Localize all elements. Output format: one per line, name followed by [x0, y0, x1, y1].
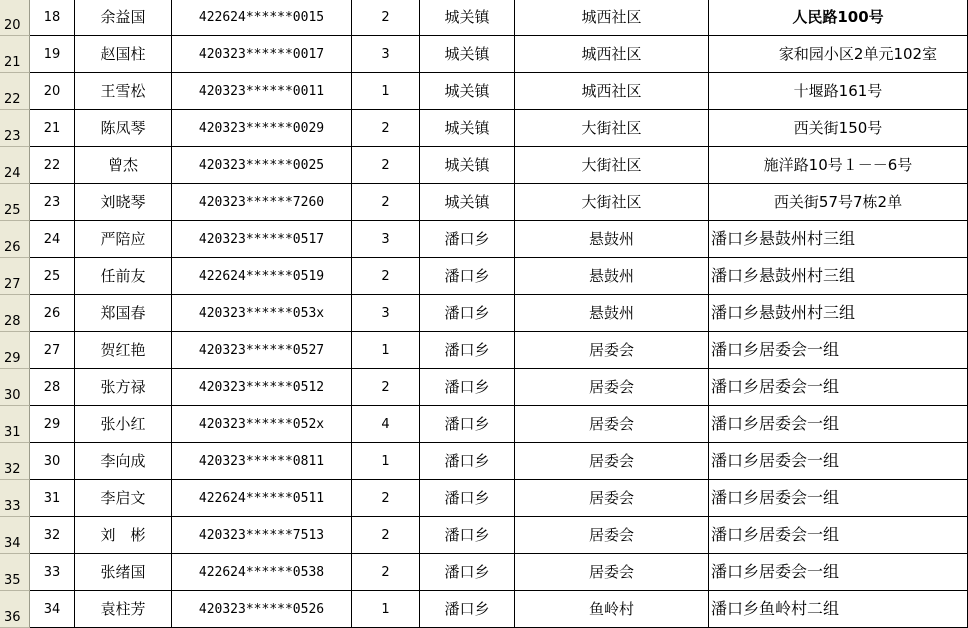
- cell-count[interactable]: 3: [352, 221, 420, 258]
- row-header[interactable]: 29: [0, 332, 30, 369]
- cell-number[interactable]: 26: [30, 295, 75, 332]
- cell-id-number[interactable]: 420323******0025: [172, 147, 352, 184]
- cell-count[interactable]: 2: [352, 369, 420, 406]
- cell-town[interactable]: 城关镇: [420, 110, 515, 147]
- cell-community[interactable]: 居委会: [515, 480, 709, 517]
- cell-town[interactable]: 城关镇: [420, 147, 515, 184]
- table-row: [0, 147, 968, 184]
- table-row: [0, 73, 968, 110]
- cell-town[interactable]: 潘口乡: [420, 480, 515, 517]
- cell-community[interactable]: 城西社区: [515, 0, 709, 36]
- row-header[interactable]: 27: [0, 258, 30, 295]
- row-header[interactable]: 24: [0, 147, 30, 184]
- cell-id-number[interactable]: 422624******0538: [172, 554, 352, 591]
- table-row: [0, 591, 968, 628]
- cell-id-number[interactable]: 422624******0015: [172, 0, 352, 36]
- cell-community[interactable]: 悬鼓州: [515, 295, 709, 332]
- cell-number[interactable]: 33: [30, 554, 75, 591]
- table-row: [0, 258, 968, 295]
- cell-id-number[interactable]: 420323******0527: [172, 332, 352, 369]
- cell-name[interactable]: 袁柱芳: [75, 591, 172, 628]
- cell-number[interactable]: 19: [30, 36, 75, 73]
- cell-address[interactable]: 潘口乡居委会一组: [709, 369, 968, 406]
- cell-id-number[interactable]: 420323******0011: [172, 73, 352, 110]
- row-header[interactable]: 30: [0, 369, 30, 406]
- cell-id-number[interactable]: 420323******053x: [172, 295, 352, 332]
- cell-address[interactable]: 家和园小区2单元102室: [709, 36, 968, 73]
- row-header[interactable]: 35: [0, 554, 30, 591]
- cell-number[interactable]: 25: [30, 258, 75, 295]
- cell-id-number[interactable]: 420323******0526: [172, 591, 352, 628]
- cell-town[interactable]: 潘口乡: [420, 369, 515, 406]
- cell-number[interactable]: 20: [30, 73, 75, 110]
- cell-address[interactable]: 潘口乡悬鼓州村三组: [709, 221, 968, 258]
- cell-number[interactable]: 27: [30, 332, 75, 369]
- cell-name[interactable]: 贺红艳: [75, 332, 172, 369]
- row-header[interactable]: 25: [0, 184, 30, 221]
- row-header[interactable]: 21: [0, 36, 30, 73]
- cell-number[interactable]: 30: [30, 443, 75, 480]
- table-row: [0, 517, 968, 554]
- table-row: [0, 332, 968, 369]
- cell-name[interactable]: 赵国柱: [75, 36, 172, 73]
- row-header[interactable]: 34: [0, 517, 30, 554]
- cell-community[interactable]: 居委会: [515, 406, 709, 443]
- cell-count[interactable]: 1: [352, 73, 420, 110]
- cell-community[interactable]: 大街社区: [515, 147, 709, 184]
- table-row: [0, 554, 968, 591]
- cell-community[interactable]: 居委会: [515, 443, 709, 480]
- cell-count[interactable]: 2: [352, 147, 420, 184]
- cell-name[interactable]: 严陪应: [75, 221, 172, 258]
- cell-community[interactable]: 居委会: [515, 554, 709, 591]
- cell-community[interactable]: 城西社区: [515, 73, 709, 110]
- cell-name[interactable]: 刘 彬: [75, 517, 172, 554]
- table-row: [0, 369, 968, 406]
- table-row: [0, 480, 968, 517]
- table-row: [0, 221, 968, 258]
- row-header[interactable]: 23: [0, 110, 30, 147]
- row-header[interactable]: 26: [0, 221, 30, 258]
- cell-address[interactable]: 潘口乡居委会一组: [709, 480, 968, 517]
- cell-count[interactable]: 2: [352, 184, 420, 221]
- cell-name[interactable]: 李启文: [75, 480, 172, 517]
- cell-id-number[interactable]: 420323******0017: [172, 36, 352, 73]
- cell-count[interactable]: 2: [352, 110, 420, 147]
- cell-number[interactable]: 31: [30, 480, 75, 517]
- cell-id-number[interactable]: 422624******0511: [172, 480, 352, 517]
- cell-number[interactable]: 22: [30, 147, 75, 184]
- cell-name[interactable]: 陈凤琴: [75, 110, 172, 147]
- row-header[interactable]: 31: [0, 406, 30, 443]
- cell-address[interactable]: 潘口乡居委会一组: [709, 406, 968, 443]
- table-row: [0, 36, 968, 73]
- cell-name[interactable]: 余益国: [75, 0, 172, 36]
- cell-town[interactable]: 潘口乡: [420, 332, 515, 369]
- cell-count[interactable]: 2: [352, 258, 420, 295]
- cell-community[interactable]: 大街社区: [515, 184, 709, 221]
- row-header[interactable]: 20: [0, 0, 30, 36]
- cell-count[interactable]: 3: [352, 295, 420, 332]
- cell-town[interactable]: 城关镇: [420, 73, 515, 110]
- cell-address[interactable]: 人民路100号: [709, 0, 968, 36]
- cell-town[interactable]: 潘口乡: [420, 554, 515, 591]
- cell-name[interactable]: 刘晓琴: [75, 184, 172, 221]
- cell-number[interactable]: 34: [30, 591, 75, 628]
- cell-count[interactable]: 1: [352, 591, 420, 628]
- row-header[interactable]: 28: [0, 295, 30, 332]
- cell-count[interactable]: 2: [352, 554, 420, 591]
- cell-address[interactable]: 潘口乡居委会一组: [709, 554, 968, 591]
- table-row: [0, 443, 968, 480]
- cell-number[interactable]: 28: [30, 369, 75, 406]
- cell-community[interactable]: 城西社区: [515, 36, 709, 73]
- cell-id-number[interactable]: 420323******7260: [172, 184, 352, 221]
- cell-town[interactable]: 城关镇: [420, 184, 515, 221]
- row-header[interactable]: 33: [0, 480, 30, 517]
- cell-address[interactable]: 潘口乡悬鼓州村三组: [709, 258, 968, 295]
- cell-address[interactable]: 潘口乡居委会一组: [709, 443, 968, 480]
- cell-community[interactable]: 鱼岭村: [515, 591, 709, 628]
- row-header[interactable]: 32: [0, 443, 30, 480]
- row-header[interactable]: 36: [0, 591, 30, 628]
- cell-address[interactable]: 潘口乡居委会一组: [709, 517, 968, 554]
- cell-id-number[interactable]: 420323******0517: [172, 221, 352, 258]
- cell-town[interactable]: 潘口乡: [420, 591, 515, 628]
- cell-name[interactable]: 任前友: [75, 258, 172, 295]
- cell-address[interactable]: 潘口乡鱼岭村二组: [709, 591, 968, 628]
- cell-name[interactable]: 王雪松: [75, 73, 172, 110]
- cell-id-number[interactable]: 422624******0519: [172, 258, 352, 295]
- cell-name[interactable]: 张方禄: [75, 369, 172, 406]
- cell-count[interactable]: 3: [352, 36, 420, 73]
- cell-name[interactable]: 张小红: [75, 406, 172, 443]
- cell-id-number[interactable]: 420323******7513: [172, 517, 352, 554]
- cell-town[interactable]: 潘口乡: [420, 517, 515, 554]
- cell-count[interactable]: 4: [352, 406, 420, 443]
- cell-count[interactable]: 1: [352, 443, 420, 480]
- cell-count[interactable]: 2: [352, 480, 420, 517]
- table-row: [0, 406, 968, 443]
- cell-town[interactable]: 潘口乡: [420, 221, 515, 258]
- table-row: [0, 295, 968, 332]
- table-row: [0, 184, 968, 221]
- cell-number[interactable]: 29: [30, 406, 75, 443]
- cell-name[interactable]: 郑国春: [75, 295, 172, 332]
- cell-id-number[interactable]: 420323******052x: [172, 406, 352, 443]
- cell-name[interactable]: 曾杰: [75, 147, 172, 184]
- cell-number[interactable]: 23: [30, 184, 75, 221]
- cell-address[interactable]: 十堰路161号: [709, 73, 968, 110]
- cell-town[interactable]: 潘口乡: [420, 258, 515, 295]
- cell-community[interactable]: 居委会: [515, 332, 709, 369]
- cell-community[interactable]: 悬鼓州: [515, 258, 709, 295]
- row-header[interactable]: 22: [0, 73, 30, 110]
- cell-count[interactable]: 2: [352, 517, 420, 554]
- cell-community[interactable]: 居委会: [515, 369, 709, 406]
- cell-community[interactable]: 悬鼓州: [515, 221, 709, 258]
- cell-town[interactable]: 城关镇: [420, 36, 515, 73]
- cell-name[interactable]: 张绪国: [75, 554, 172, 591]
- cell-address[interactable]: 西关街57号7栋2单: [709, 184, 968, 221]
- cell-town[interactable]: 潘口乡: [420, 406, 515, 443]
- cell-number[interactable]: 24: [30, 221, 75, 258]
- cell-town[interactable]: 潘口乡: [420, 443, 515, 480]
- cell-address[interactable]: 西关街150号: [709, 110, 968, 147]
- cell-id-number[interactable]: 420323******0512: [172, 369, 352, 406]
- cell-address[interactable]: 施洋路10号１－－6号: [709, 147, 968, 184]
- cell-address[interactable]: 潘口乡居委会一组: [709, 332, 968, 369]
- cell-id-number[interactable]: 420323******0811: [172, 443, 352, 480]
- cell-name[interactable]: 李向成: [75, 443, 172, 480]
- cell-count[interactable]: 2: [352, 0, 420, 36]
- cell-number[interactable]: 32: [30, 517, 75, 554]
- cell-number[interactable]: 18: [30, 0, 75, 36]
- cell-address[interactable]: 潘口乡悬鼓州村三组: [709, 295, 968, 332]
- cell-number[interactable]: 21: [30, 110, 75, 147]
- cell-count[interactable]: 1: [352, 332, 420, 369]
- cell-id-number[interactable]: 420323******0029: [172, 110, 352, 147]
- cell-community[interactable]: 大街社区: [515, 110, 709, 147]
- cell-town[interactable]: 城关镇: [420, 0, 515, 36]
- cell-town[interactable]: 潘口乡: [420, 295, 515, 332]
- table-row: [0, 0, 968, 36]
- table-row: [0, 110, 968, 147]
- cell-community[interactable]: 居委会: [515, 517, 709, 554]
